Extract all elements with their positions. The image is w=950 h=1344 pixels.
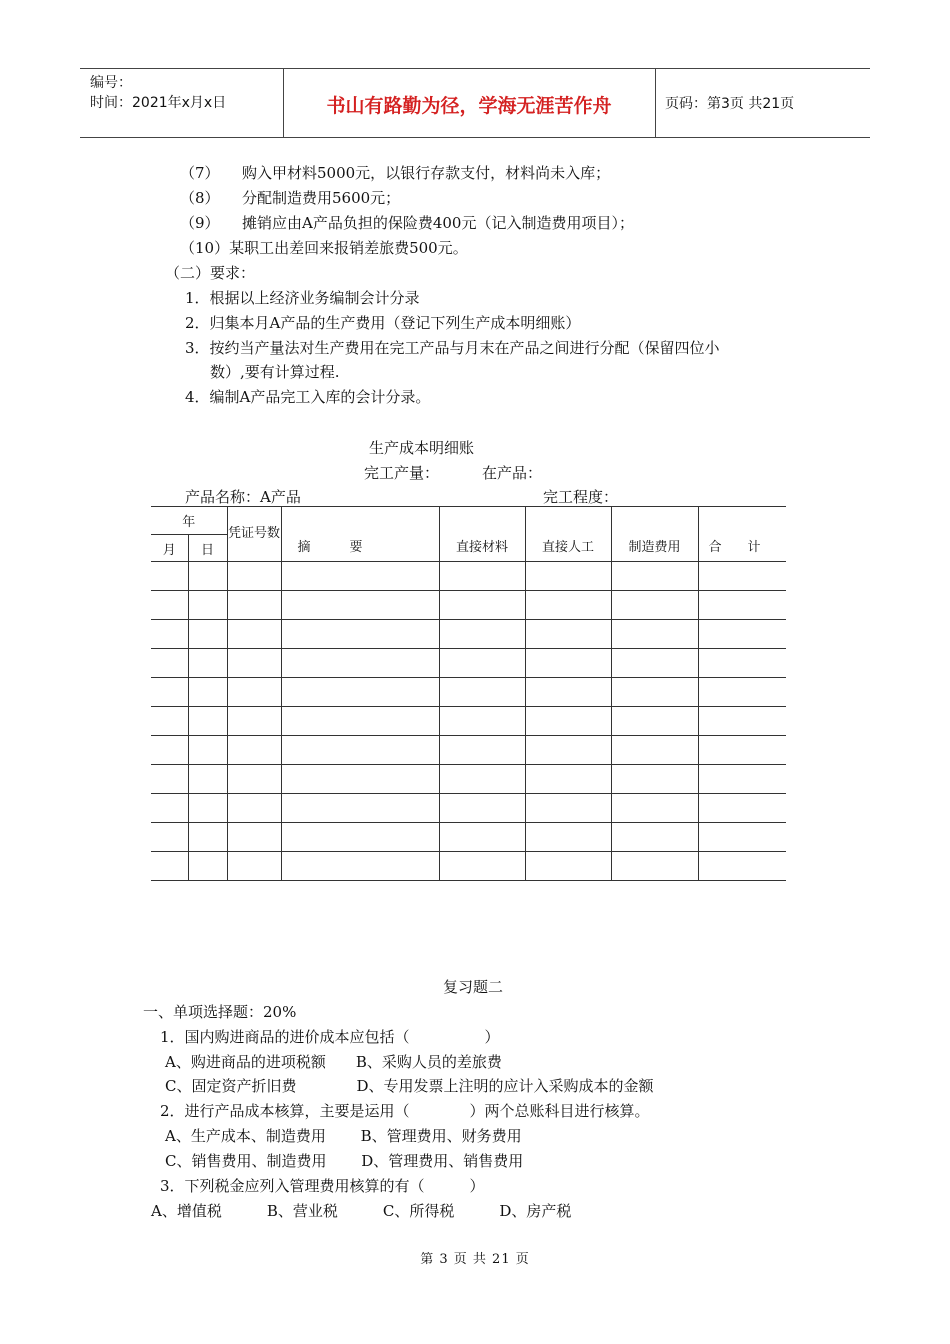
serial-label: 编号： bbox=[90, 75, 132, 91]
ledger-in-process: 在产品： bbox=[482, 464, 543, 482]
ledger-completion-degree: 完工程度： bbox=[543, 488, 619, 506]
table-row bbox=[151, 852, 786, 881]
requirement-item-continued: 数）,要有计算过程. bbox=[210, 363, 340, 381]
header-page-number: 页码：第3页 共21页 bbox=[665, 96, 795, 112]
transaction-item bbox=[180, 187, 400, 208]
transaction-text: 购入甲材料5000元，以银行存款支付，材料尚未入库； bbox=[242, 164, 611, 182]
requirement-item: 4．编制A产品完工入库的会计分录。 bbox=[185, 388, 431, 406]
question-options: A、增值税 B、营业税 C、所得税 D、房产税 bbox=[151, 1202, 572, 1220]
col-header-overhead: 制造费用 bbox=[611, 507, 698, 562]
header-meta bbox=[90, 73, 226, 113]
transaction-text: 分配制造费用5600元； bbox=[242, 189, 401, 207]
requirement-item: 3．按约当产量法对生产费用在完工产品与月末在产品之间进行分配（保留四位小 bbox=[185, 339, 720, 357]
ledger-product-name: 产品名称：A产品 bbox=[185, 488, 301, 506]
transaction-number: （9） bbox=[180, 214, 220, 232]
requirement-item: 1．根据以上经济业务编制会计分录 bbox=[185, 289, 420, 307]
table-row bbox=[151, 649, 786, 678]
ledger-completed-qty: 完工产量： bbox=[364, 464, 440, 482]
table-row bbox=[151, 794, 786, 823]
transaction-number: （10） bbox=[180, 239, 230, 257]
transaction-item bbox=[180, 162, 610, 183]
table-row bbox=[151, 736, 786, 765]
col-header-voucher: 凭证号数 bbox=[227, 507, 281, 562]
question-text: 1．国内购进商品的进价成本应包括（ ） bbox=[160, 1028, 500, 1046]
requirement-item: 2．归集本月A产品的生产费用（登记下列生产成本明细账） bbox=[185, 314, 581, 332]
table-row bbox=[151, 591, 786, 620]
table-row bbox=[151, 823, 786, 852]
col-header-direct-labor: 直接人工 bbox=[525, 507, 611, 562]
col-header-day: 日 bbox=[188, 535, 227, 562]
transaction-item bbox=[180, 212, 634, 233]
transaction-text: 某职工出差回来报销差旅费500元。 bbox=[229, 239, 468, 257]
table-row bbox=[151, 562, 786, 591]
question-options: A、生产成本、制造费用 B、管理费用、财务费用 bbox=[165, 1127, 522, 1145]
question-text: 2．进行产品成本核算，主要是运用（ ）两个总账科目进行核算。 bbox=[160, 1102, 650, 1120]
requirements-title: （二）要求： bbox=[165, 264, 256, 282]
header-divider bbox=[655, 69, 656, 137]
question-text: 3．下列税金应列入管理费用核算的有（ ） bbox=[160, 1177, 485, 1195]
table-row bbox=[151, 765, 786, 794]
review-section-heading: 一、单项选择题：20% bbox=[143, 1003, 297, 1021]
question-options: C、销售费用、制造费用 D、管理费用、销售费用 bbox=[165, 1152, 524, 1170]
time-label: 时间：2021年x月x日 bbox=[90, 95, 227, 111]
question-options: C、固定资产折旧费 D、专用发票上注明的应计入采购成本的金额 bbox=[165, 1077, 654, 1095]
table-row bbox=[151, 620, 786, 649]
col-header-month: 月 bbox=[151, 535, 188, 562]
table-row bbox=[151, 678, 786, 707]
col-header-total: 合 计 bbox=[698, 507, 786, 562]
page-footer: 第 3 页 共 21 页 bbox=[420, 1252, 530, 1267]
transaction-number: （7） bbox=[180, 164, 220, 182]
table-row bbox=[151, 707, 786, 736]
transaction-number: （8） bbox=[180, 189, 220, 207]
review-title: 复习题二 bbox=[443, 978, 504, 996]
cost-ledger-table bbox=[151, 506, 786, 881]
ledger-title: 生产成本明细账 bbox=[369, 439, 475, 457]
header-motto: 书山有路勤为径，学海无涯苦作舟 bbox=[326, 95, 612, 117]
transaction-item bbox=[180, 237, 468, 258]
col-header-year: 年 bbox=[151, 507, 227, 535]
transaction-text: 摊销应由A产品负担的保险费400元（记入制造费用项目）； bbox=[242, 214, 634, 232]
col-header-direct-material: 直接材料 bbox=[439, 507, 525, 562]
page-header bbox=[80, 68, 870, 138]
question-options: A、购进商品的进项税额 B、采购人员的差旅费 bbox=[165, 1053, 502, 1071]
col-header-summary: 摘 要 bbox=[281, 507, 439, 562]
